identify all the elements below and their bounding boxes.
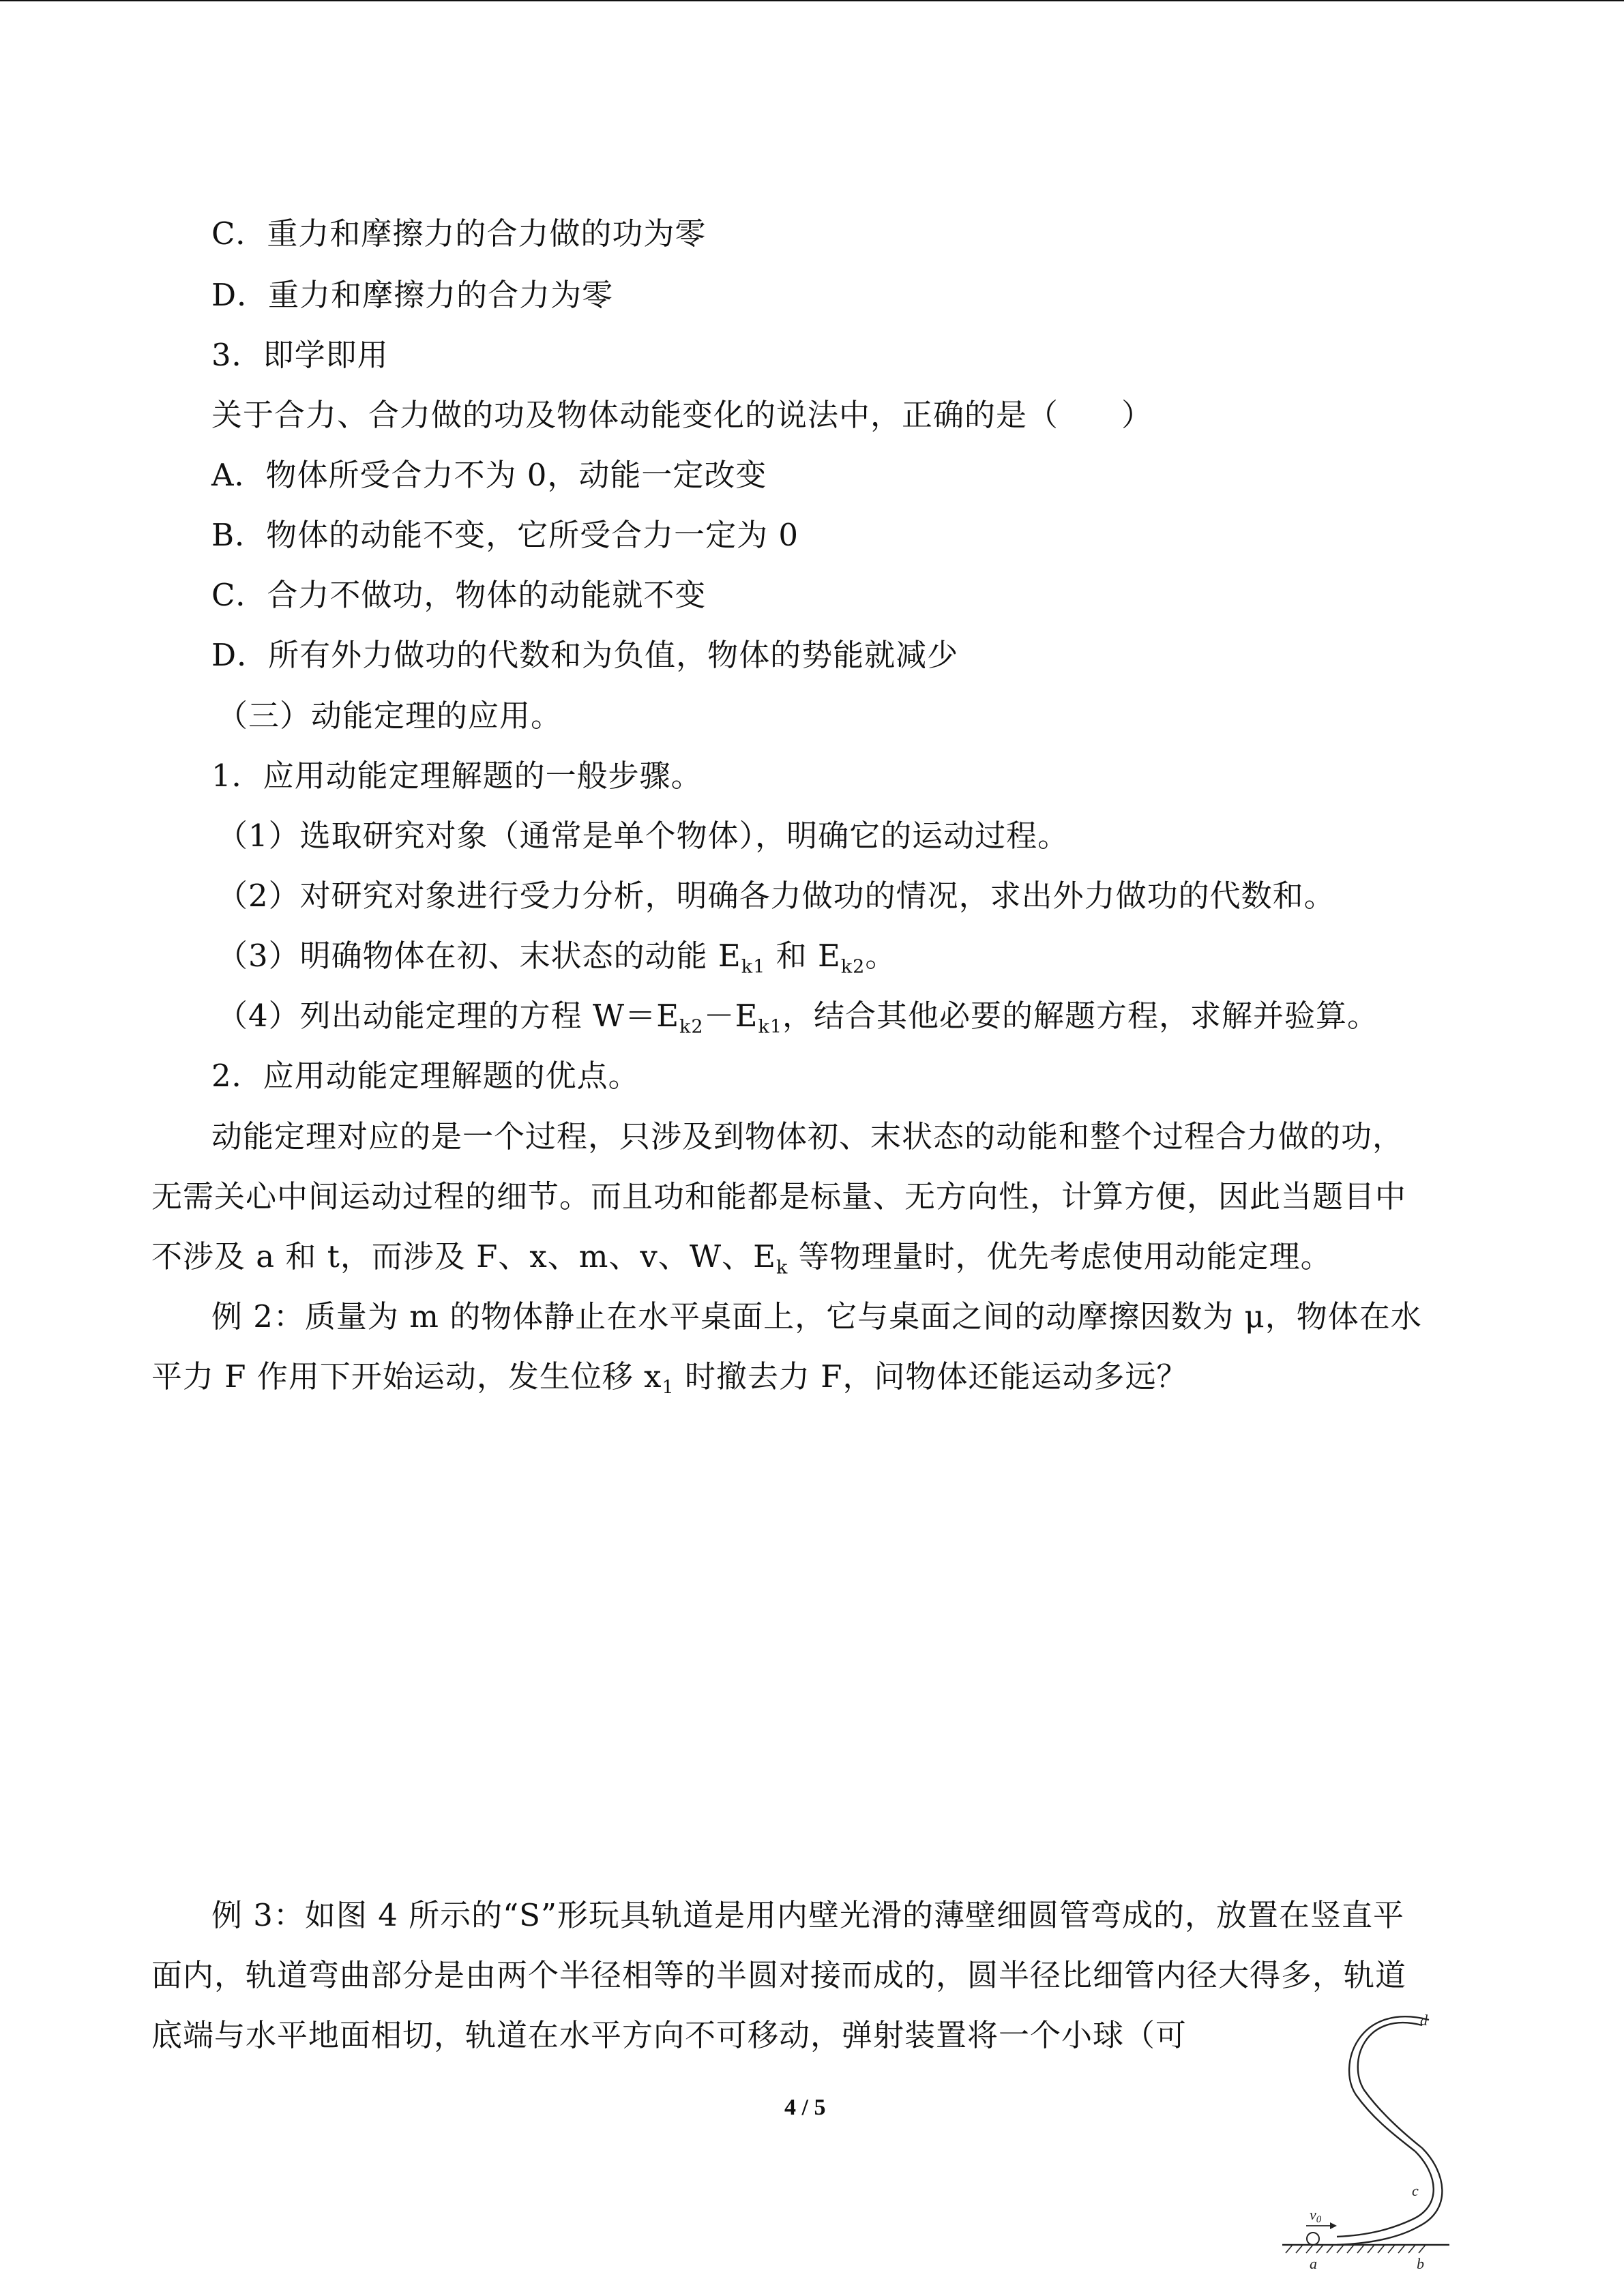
example-2-line-1: 例 2：质量为 m 的物体静止在水平桌面上，它与桌面之间的动摩擦因数为 μ，物体在水 <box>211 1298 1422 1335</box>
step-2: （2）对研究对象进行受力分析，明确各力做功的情况，求出外力做功的代数和。 <box>217 878 1335 914</box>
label-a: a <box>1310 2255 1317 2272</box>
advantages-heading: 2．应用动能定理解题的优点。 <box>211 1058 640 1094</box>
section-heading-application: （三）动能定理的应用。 <box>217 698 563 734</box>
option-a: A．物体所受合力不为 0，动能一定改变 <box>211 457 767 493</box>
page-top-border <box>0 0 1624 1</box>
option-c: C．合力不做功，物体的动能就不变 <box>211 577 707 613</box>
example-3-line-2: 面内，轨道弯曲部分是由两个半径相等的半圆对接而成的，圆半径比细管内径大得多，轨道 <box>151 1957 1407 1993</box>
option-b: B．物体的动能不变，它所受合力一定为 0 <box>211 517 799 553</box>
label-v0: v0 <box>1310 2206 1322 2225</box>
step-3: （3）明确物体在初、末状态的动能 $E_{k1}$ 和 $E_{k2}$。 <box>217 938 897 978</box>
example-3-line-3: 底端与水平地面相切，轨道在水平方向不可移动，弹射装置将一个小球（可 <box>151 2017 1187 2053</box>
example-3-line-1: 例 3：如图 4 所示的“S”形玩具轨道是用内壁光滑的薄壁细圆管弯成的，放置在竖直平 <box>211 1897 1405 1933</box>
example-2-line-2: 平力 F 作用下开始运动，发生位移 $x_1$ 时撤去力 F，问物体还能运动多远？ <box>151 1358 1188 1399</box>
ground-hatch <box>1286 2245 1426 2253</box>
page-number: 4 / 5 <box>784 2095 826 2120</box>
section-3-title: 3．即学即用 <box>211 337 389 373</box>
question-stem: 关于合力、合力做的功及物体动能变化的说法中，正确的是（ ） <box>211 397 1153 433</box>
paragraph-line-3: 不涉及 a 和 t，而涉及 F、x、m、v、W、$E_k$ 等物理量时，优先考虑使用动能定理。 <box>151 1238 1332 1279</box>
velocity-arrowhead <box>1330 2222 1337 2229</box>
steps-heading: 1．应用动能定理解题的一般步骤。 <box>211 758 703 794</box>
label-c: c <box>1412 2182 1419 2199</box>
paragraph-line-2: 无需关心中间运动过程的细节。而且功和能都是标量、无方向性，计算方便，因此当题目中 <box>151 1178 1407 1214</box>
option-d-gravity-friction-net: D．重力和摩擦力的合力为零 <box>211 277 614 313</box>
step-1: （1）选取研究对象（通常是单个物体），明确它的运动过程。 <box>217 818 1069 854</box>
step-4: （4）列出动能定理的方程 $W=E_{k2}-E_{k1}$，结合其他必要的解题方程，求解并验算。 <box>217 998 1379 1038</box>
s-track-figure <box>1282 2005 1487 2291</box>
option-d: D．所有外力做功的代数和为负值，物体的势能就减少 <box>211 637 959 673</box>
s-track-tube <box>1337 2016 1442 2245</box>
label-d: d <box>1420 2012 1428 2029</box>
paragraph-line-1: 动能定理对应的是一个过程，只涉及到物体初、末状态的动能和整个过程合力做的功， <box>211 1118 1404 1154</box>
label-b: b <box>1417 2255 1424 2272</box>
ball <box>1307 2233 1319 2245</box>
option-c-gravity-friction-work: C．重力和摩擦力的合力做的功为零 <box>211 215 707 252</box>
